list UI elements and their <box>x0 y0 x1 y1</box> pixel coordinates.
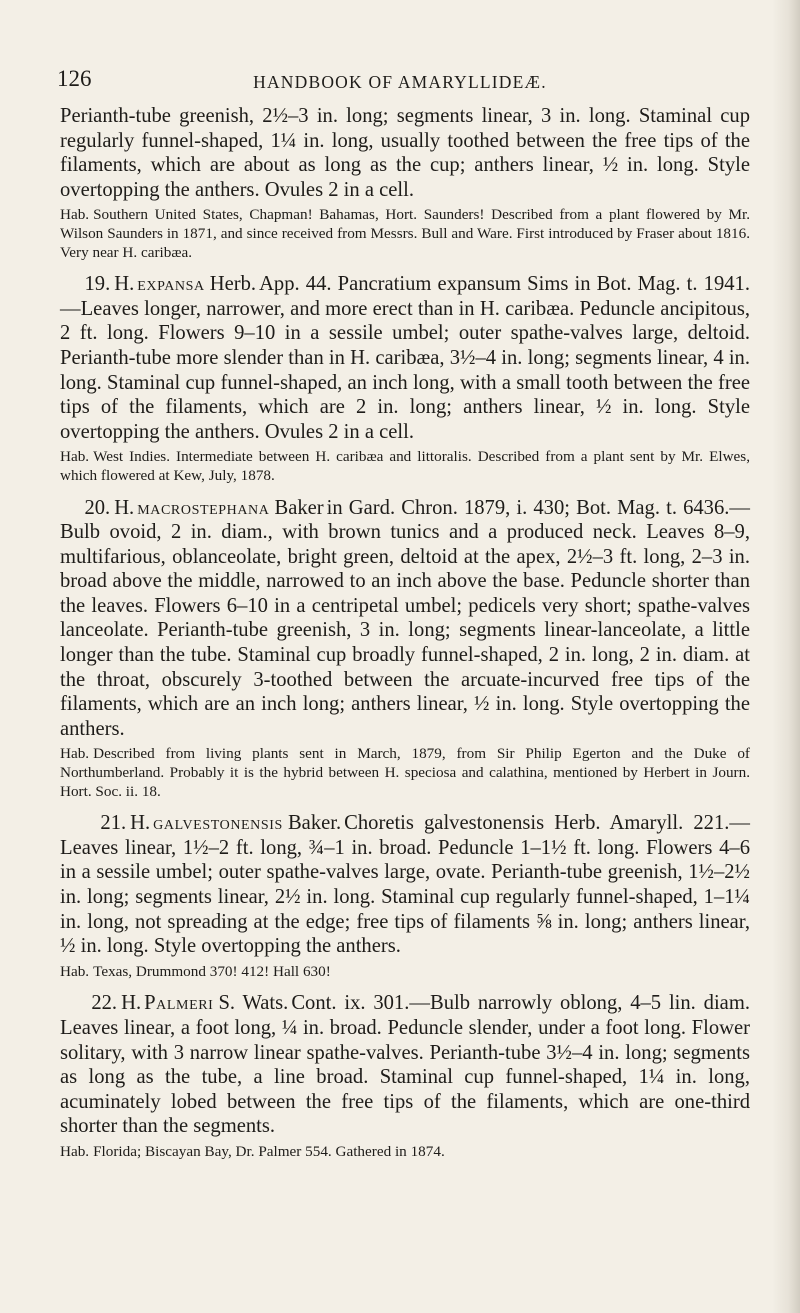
habitat-note <box>60 206 750 262</box>
entry-description <box>60 811 750 959</box>
habitat-label: Hab. <box>60 1142 90 1160</box>
habitat-label: Hab. <box>60 962 90 980</box>
entry-text: Cont. ix. 301.—Bulb narrowly oblong, 4–5 lin. diam. Leaves linear, a foot long, ¼ in. broad. Peduncle slender, under a foot long. Flower solitary, with 3 narrow linear spathe-valves. Perianth-tube 3½–4 in. long; segments as long as the tube, a line broad. Staminal cup funnel-shaped, 1¼ in. long, acuminately lobed between the free tips of the filaments, which are one-third shorter than the segments. <box>60 992 750 1138</box>
entry-authority: Baker <box>274 496 324 519</box>
habitat-text: Described from living plants sent in March, 1879, from Sir Philip Egerton and the Duke of Northumberland. Probably it is the hybrid between H. speciosa and calathina, mentioned by Herbert in Journ. Hort. Soc. ii. 18. <box>60 745 750 800</box>
running-head: HANDBOOK OF AMARYLLIDEÆ. <box>253 72 547 92</box>
species-entry-19 <box>60 272 750 485</box>
species-entry-22 <box>60 991 750 1161</box>
entry-text: Choretis galvestonensis Herb. Amaryll. 221.—Leaves linear, 1½–2 ft. long, ¾–1 in. broad. Peduncle 1–1½ ft. long. Flowers 4–6 in a sessile umbel; outer spathe-valves large, ovate. Perianth-tube greenish, 1½–2½ in. long; segments linear, 2½ in. long. Staminal cup regularly funnel-shaped, 1–1¼ in. long, not spreading at the edge; free tips of filaments ⅝ in. long; anthers linear, ½ in. long. Style overtopping the anthers. <box>60 812 750 958</box>
page-number: 126 <box>57 66 92 91</box>
habitat-text: Texas, Drummond 370! 412! Hall 630! <box>93 962 331 980</box>
entry-text: in Gard. Chron. 1879, i. 430; Bot. Mag. t. 6436.—Bulb ovoid, 2 in. diam., with brown tunics and a produced neck. Leaves 8–9, multifarious, oblanceolate, bright green, deltoid at the apex, 2½–3 ft. long, 2–3 in. broad above the middle, narrowed to an inch above the base. Peduncle shorter than the leaves. Flowers 6–10 in a centripetal umbel; pedicels very short; spathe-valves lanceolate. Perianth-tube greenish, 3 in. long; segments linear-lanceolate, a little longer than the tube. Staminal cup broadly funnel-shaped, 2 in. long, 2 in. diam. at the throat, obscurely 3-toothed between the arcuate-incurved free tips of the filaments, which are an inch long; anthers linear, ½ in. long. Style overtopping the anthers. <box>60 496 750 740</box>
habitat-note <box>60 745 750 801</box>
entry-description <box>60 272 750 444</box>
entry-genus: H. <box>114 273 135 296</box>
page-edge-shadow <box>772 0 800 1313</box>
entry-species: galvestonensis <box>153 812 283 835</box>
entry-description <box>60 991 750 1139</box>
entry-authority: S. Wats. <box>218 992 289 1015</box>
entry-authority: Herb. <box>209 273 257 296</box>
habitat-note <box>60 1143 750 1162</box>
entry-species: expansa <box>137 273 205 296</box>
entry-number: 22. <box>91 992 118 1015</box>
entry-genus: H. <box>121 992 142 1015</box>
entry-authority: Baker. <box>287 812 342 835</box>
habitat-text: West Indies. Intermediate between H. caribæa and littoralis. Described from a plant sent by Mr. Elwes, which flowered at Kew, July, 1878. <box>60 448 750 484</box>
habitat-label: Hab. <box>60 448 90 466</box>
habitat-text: Southern United States, Chapman! Bahamas, Hort. Saunders! Described from a plant flowered by Mr. Wilson Saunders in 1871, and since received from Messrs. Bull and Ware. First introduced by Fraser about 1816. Very near H. caribæa. <box>60 206 750 261</box>
habitat-note <box>60 963 750 982</box>
species-entry-21 <box>60 811 750 981</box>
continued-species-entry <box>60 104 750 262</box>
entry-description: Perianth-tube greenish, 2½–3 in. long; segments linear, 3 in. long. Staminal cup regularly funnel-shaped, 1¼ in. long, usually toothed between the free tips of the filaments, which are about as long as the cup; anthers linear, ½ in. long. Style overtopping the anthers. Ovules 2 in a cell. <box>60 105 750 201</box>
entry-number: 20. <box>84 496 111 519</box>
habitat-label: Hab. <box>60 745 90 763</box>
entry-genus: H. <box>130 812 151 835</box>
habitat-text: Florida; Biscayan Bay, Dr. Palmer 554. Gathered in 1874. <box>93 1142 445 1160</box>
entry-number: 19. <box>84 273 111 296</box>
species-entry-20 <box>60 496 750 802</box>
entry-number: 21. <box>100 812 127 835</box>
entry-species: macrostephana <box>137 496 270 519</box>
entry-genus: H. <box>114 496 135 519</box>
entry-text: App. 44. Pancratium expansum Sims in Bot. Mag. t. 1941.—Leaves longer, narrower, and more erect than in H. caribæa. Peduncle ancipitous, 2 ft. long. Flowers 9–10 in a sessile umbel; outer spathe-valves large, deltoid. Perianth-tube more slender than in H. caribæa, 3½–4 in. long; segments linear, 4 in. long. Staminal cup funnel-shaped, an inch long, with a small tooth between the free tips of the filaments, which are 2 in. long; anthers linear, ½ in. long. Style overtopping the anthers. Ovules 2 in a cell. <box>60 273 750 443</box>
entry-description <box>60 496 750 742</box>
habitat-note <box>60 448 750 485</box>
habitat-label: Hab. <box>60 206 90 224</box>
entry-species: Palmeri <box>144 992 214 1015</box>
page-body <box>60 104 750 1172</box>
